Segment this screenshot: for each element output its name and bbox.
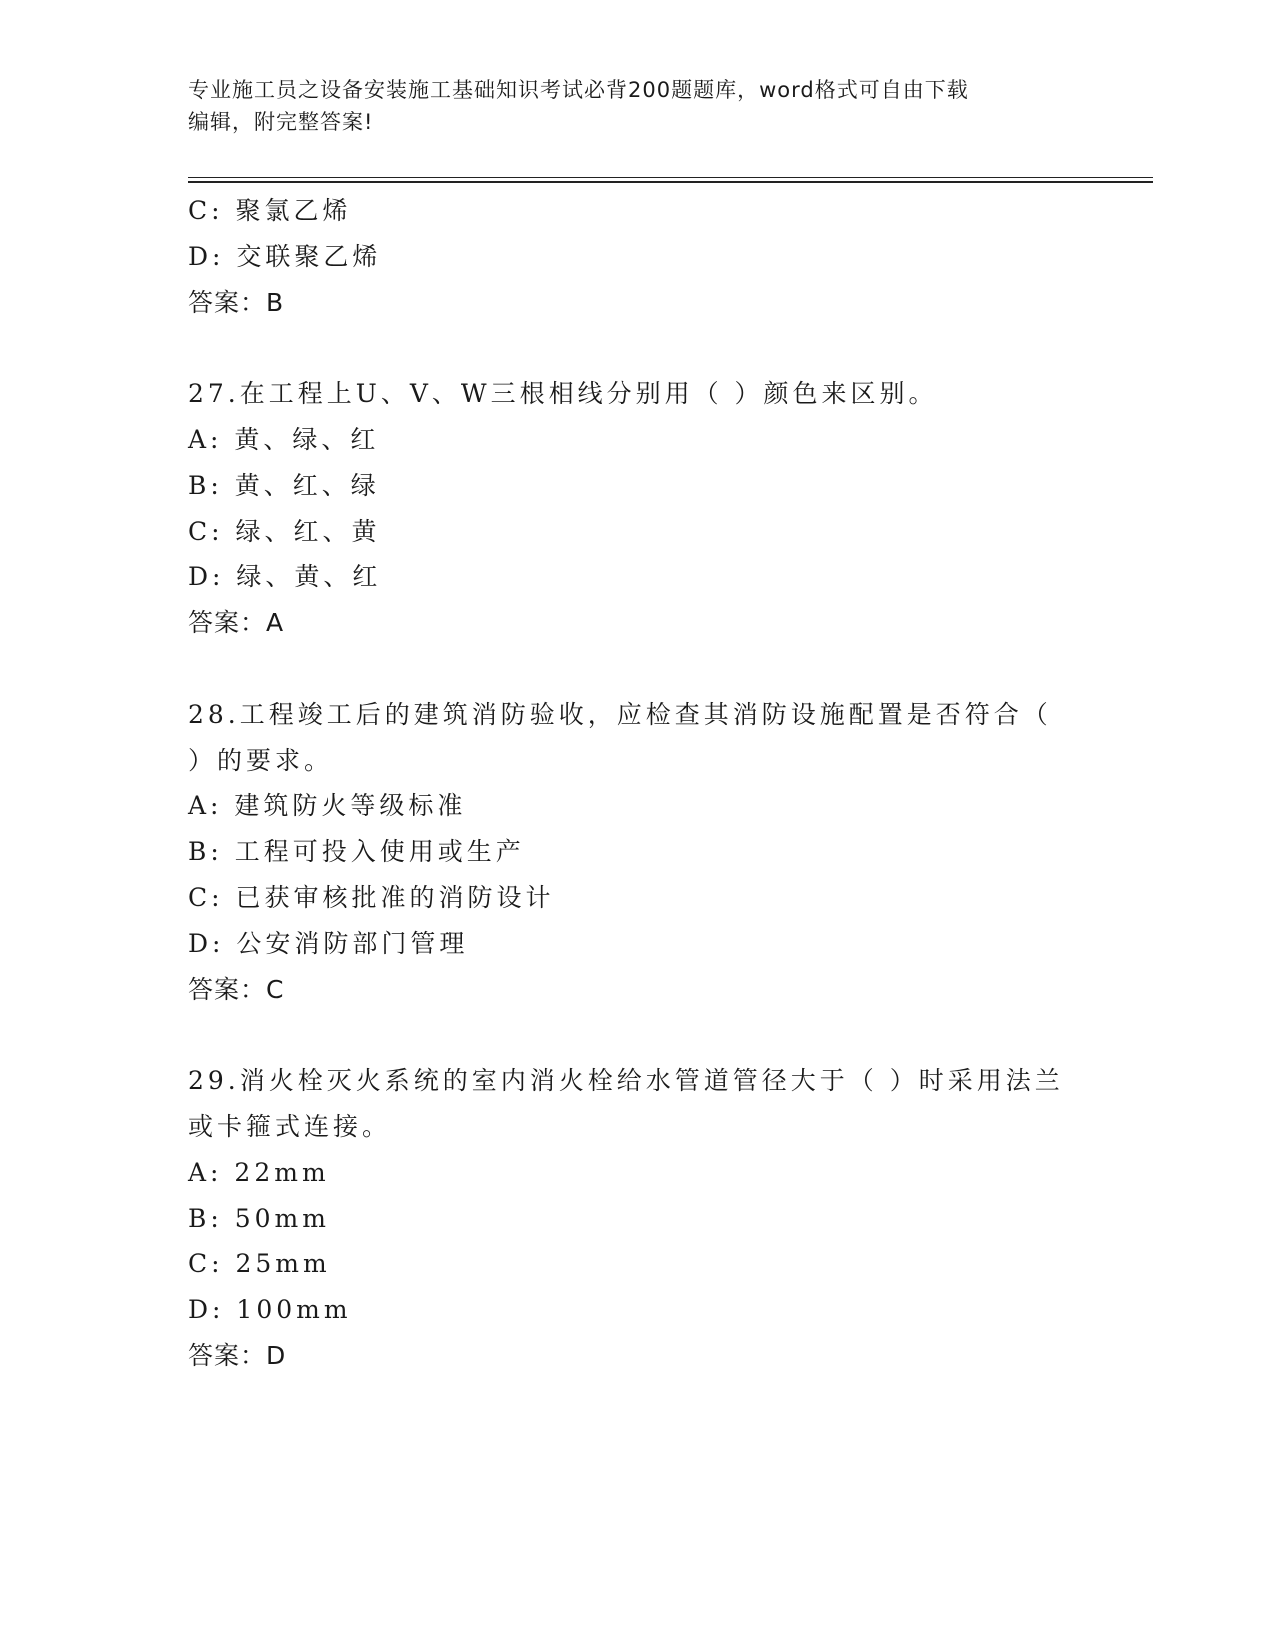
- header-divider-thin: [188, 177, 1153, 178]
- answer-line: 答案：C: [188, 974, 285, 1004]
- header-line-2: 编辑，附完整答案!: [188, 110, 374, 134]
- option-a: A: 黄、绿、红: [188, 424, 380, 454]
- question-26-continued: [188, 188, 1088, 325]
- question-29: [188, 1058, 1088, 1379]
- option-d: D: 公安消防部门管理: [188, 928, 469, 958]
- question-text: 29.消火栓灭火系统的室内消火栓给水管道管径大于（ ）时采用法兰: [188, 1066, 1064, 1096]
- answer-line: 答案：D: [188, 1340, 287, 1370]
- option-c: C: 25mm: [188, 1249, 331, 1279]
- header-divider-thick: [188, 181, 1153, 183]
- option-d: D: 绿、黄、红: [188, 562, 382, 592]
- option-c: C: 绿、红、黄: [188, 516, 381, 546]
- option-a: A: 建筑防火等级标准: [188, 791, 467, 821]
- option-d: D: 交联聚乙烯: [188, 241, 382, 271]
- question-28: [188, 692, 1088, 1013]
- answer-line: 答案：B: [188, 287, 285, 317]
- option-c: C: 聚氯乙烯: [188, 196, 352, 225]
- answer-line: 答案：A: [188, 608, 285, 638]
- option-d: D: 100mm: [188, 1295, 352, 1325]
- option-a: A: 22mm: [188, 1157, 330, 1187]
- header-line-1: 专业施工员之设备安装施工基础知识考试必背200题题库，word格式可自由下载: [188, 78, 969, 102]
- question-text-continued: ）的要求。: [188, 745, 334, 775]
- document-header: [188, 74, 1068, 138]
- question-text: 28.工程竣工后的建筑消防验收，应检查其消防设施配置是否符合（: [188, 699, 1052, 729]
- option-c: C: 已获审核批准的消防设计: [188, 882, 555, 912]
- question-27: [188, 371, 1088, 646]
- question-text: 27.在工程上U、V、W三根相线分别用（ ）颜色来区别。: [188, 379, 938, 409]
- question-list: [188, 188, 1088, 1379]
- option-b: B: 黄、红、绿: [188, 470, 380, 500]
- question-text-continued: 或卡箍式连接。: [188, 1111, 392, 1141]
- option-b: B: 工程可投入使用或生产: [188, 837, 525, 867]
- option-b: B: 50mm: [188, 1203, 330, 1233]
